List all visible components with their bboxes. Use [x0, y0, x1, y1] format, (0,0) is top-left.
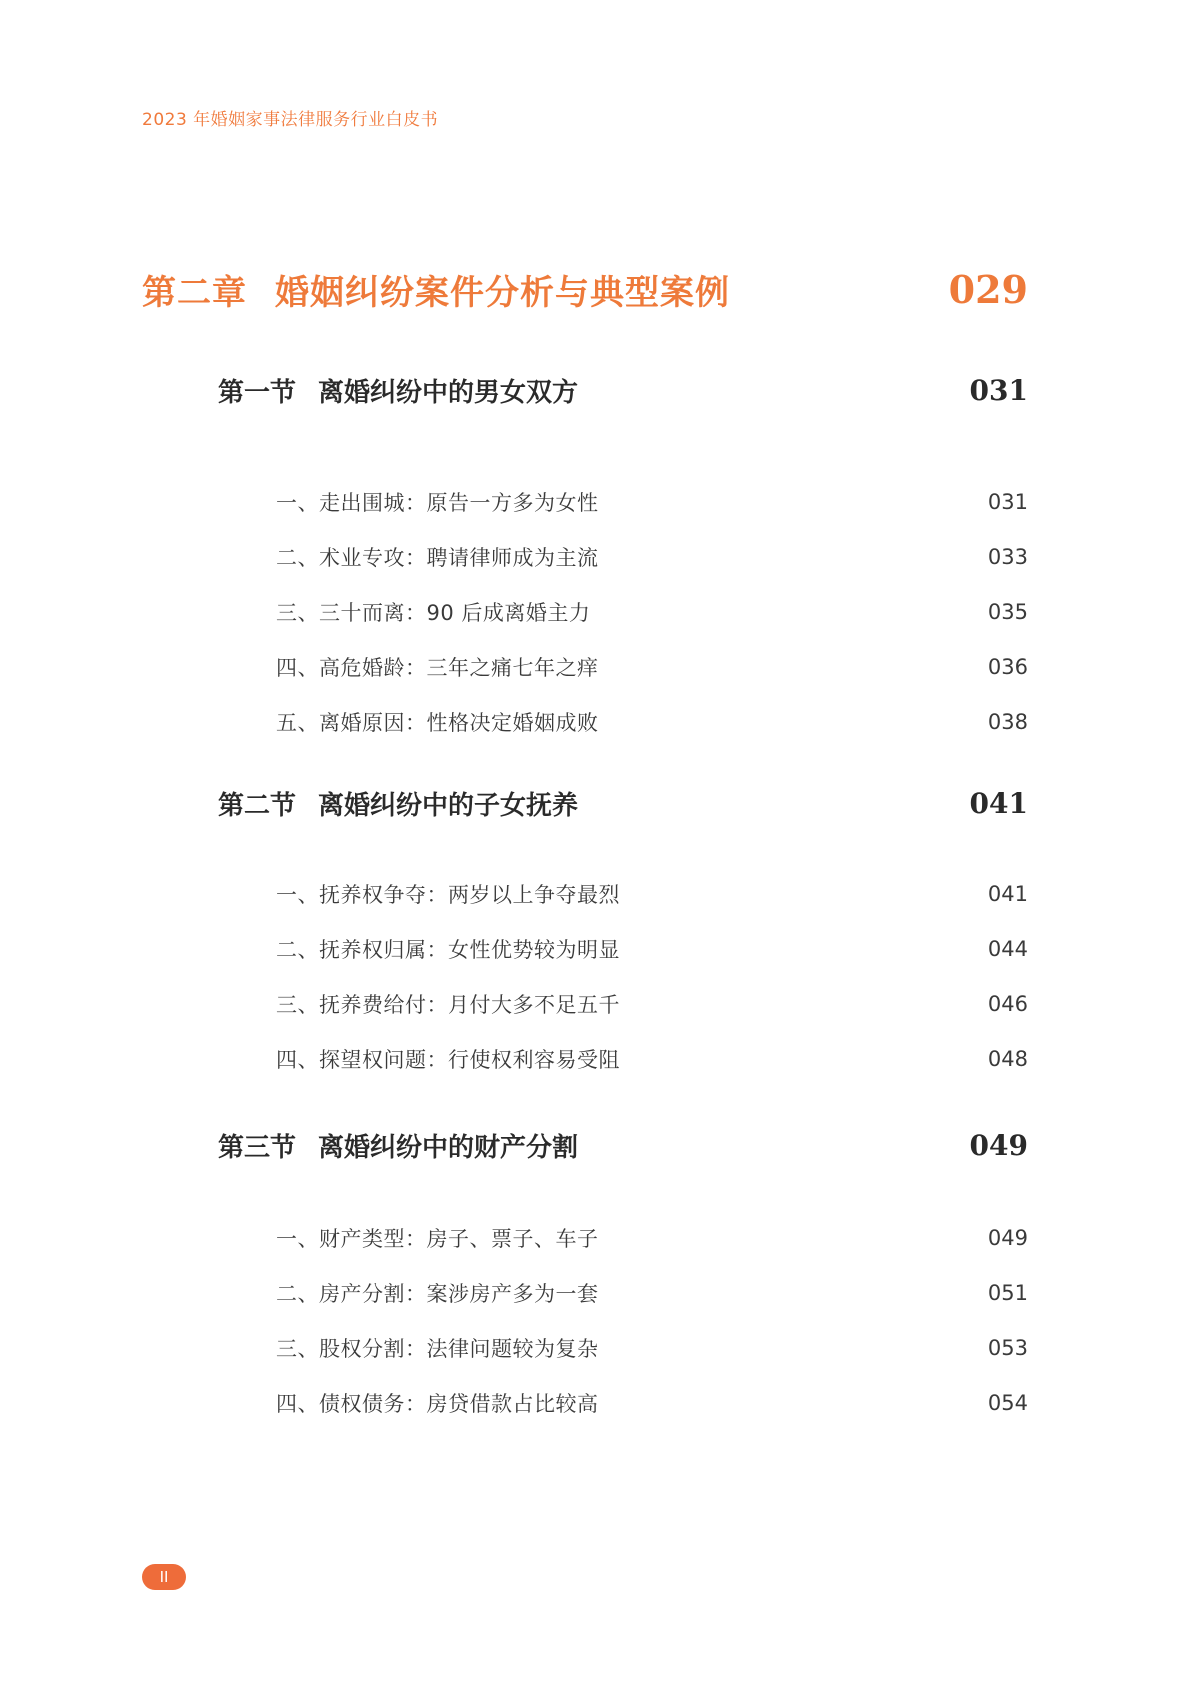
toc-entry-page: 038 [987, 710, 1028, 734]
toc-entry[interactable] [276, 1278, 1028, 1308]
toc-entry-title: 一、财产类型：房子、票子、车子 [276, 1227, 599, 1251]
section-title [218, 1127, 578, 1164]
chapter-title [142, 265, 730, 314]
toc-entry-title: 三、股权分割：法律问题较为复杂 [276, 1337, 599, 1361]
toc-entry[interactable] [276, 707, 1028, 737]
running-header: 2023 年婚姻家事法律服务行业白皮书 [142, 110, 439, 130]
section-label: 第一节 [218, 378, 297, 408]
toc-entry[interactable] [276, 487, 1028, 517]
section-page-number: 049 [969, 1129, 1028, 1162]
toc-entry[interactable] [276, 1223, 1028, 1253]
page-number-badge: II [142, 1564, 186, 1590]
toc-entry-title: 一、走出围城：原告一方多为女性 [276, 491, 599, 515]
section-title [218, 372, 578, 409]
toc-entry-page: 041 [987, 882, 1028, 906]
toc-entry-title: 三、三十而离：90 后成离婚主力 [276, 601, 591, 625]
toc-entry[interactable] [276, 1044, 1028, 1074]
section-label: 第二节 [218, 791, 297, 821]
toc-entry-title: 二、抚养权归属：女性优势较为明显 [276, 938, 620, 962]
toc-entry-title: 五、离婚原因：性格决定婚姻成败 [276, 711, 599, 735]
toc-entry[interactable] [276, 1333, 1028, 1363]
toc-entry-page: 054 [987, 1391, 1028, 1415]
toc-section-2[interactable] [218, 785, 1028, 822]
toc-entry-page: 033 [987, 545, 1028, 569]
toc-entry-page: 044 [987, 937, 1028, 961]
toc-entry[interactable] [276, 1388, 1028, 1418]
toc-entry[interactable] [276, 934, 1028, 964]
toc-entry[interactable] [276, 652, 1028, 682]
toc-entry-title: 二、术业专攻：聘请律师成为主流 [276, 546, 599, 570]
section-page-number: 031 [969, 374, 1028, 407]
toc-entry-title: 二、房产分割：案涉房产多为一套 [276, 1282, 599, 1306]
toc-entry-page: 048 [987, 1047, 1028, 1071]
section-name: 离婚纠纷中的男女双方 [318, 378, 579, 408]
toc-entry-title: 三、抚养费给付：月付大多不足五千 [276, 993, 620, 1017]
section-page-number: 041 [969, 787, 1028, 820]
toc-entry-title: 四、探望权问题：行使权利容易受阻 [276, 1048, 620, 1072]
toc-entry-page: 036 [987, 655, 1028, 679]
toc-entry[interactable] [276, 989, 1028, 1019]
toc-entry-title: 一、抚养权争夺：两岁以上争夺最烈 [276, 883, 620, 907]
toc-entry-page: 049 [987, 1226, 1028, 1250]
toc-section-1[interactable] [218, 372, 1028, 409]
toc-entry-page: 046 [987, 992, 1028, 1016]
section-title [218, 785, 578, 822]
section-name: 离婚纠纷中的财产分割 [318, 1133, 579, 1163]
toc-entry[interactable] [276, 597, 1028, 627]
toc-entry-page: 051 [987, 1281, 1028, 1305]
toc-entry-title: 四、高危婚龄：三年之痛七年之痒 [276, 656, 599, 680]
chapter-heading[interactable] [142, 265, 1028, 314]
section-label: 第三节 [218, 1133, 297, 1163]
section-name: 离婚纠纷中的子女抚养 [318, 791, 579, 821]
toc-entry-page: 035 [987, 600, 1028, 624]
toc-entry-page: 031 [987, 490, 1028, 514]
toc-entry-title: 四、债权债务：房贷借款占比较高 [276, 1392, 599, 1416]
toc-entry[interactable] [276, 879, 1028, 909]
toc-section-3[interactable] [218, 1127, 1028, 1164]
chapter-label: 第二章 [142, 273, 247, 313]
toc-entry[interactable] [276, 542, 1028, 572]
chapter-page-number: 029 [948, 267, 1028, 312]
chapter-name: 婚姻纠纷案件分析与典型案例 [275, 273, 730, 313]
toc-entry-page: 053 [987, 1336, 1028, 1360]
